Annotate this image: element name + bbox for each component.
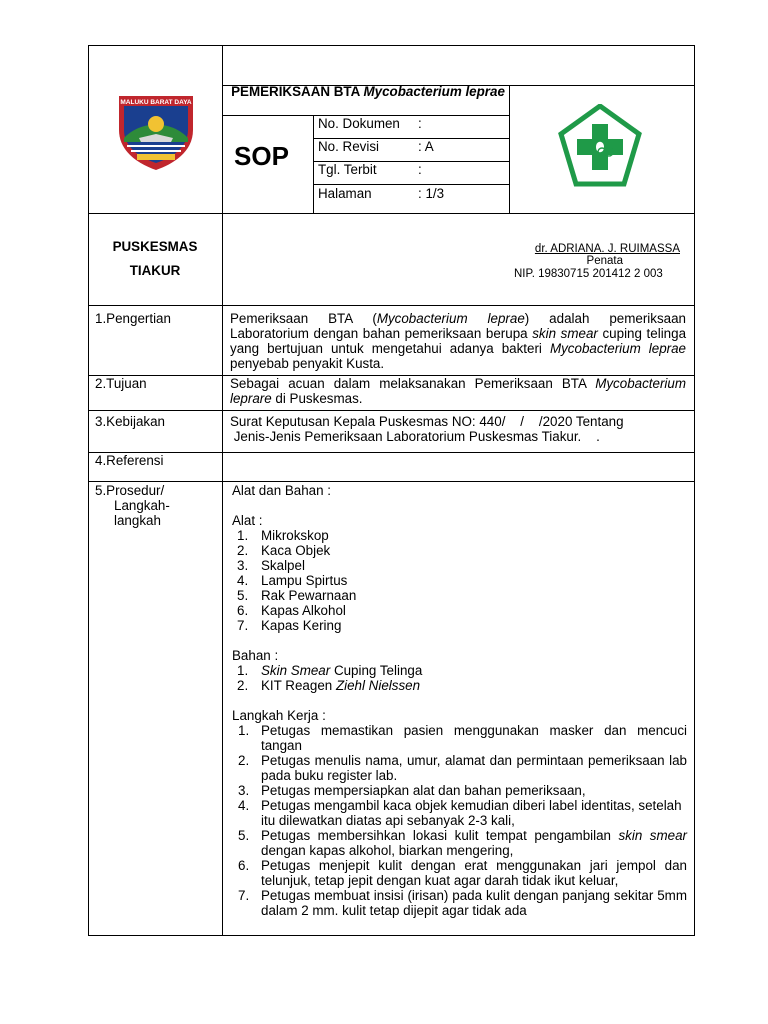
frame-row-line-1 (88, 305, 695, 306)
langkah-3-text: Petugas mempersiapkan alat dan bahan pemeriksaan, (261, 783, 586, 798)
frame-col-line (222, 45, 223, 936)
tujuan-part-2: Mycobacterium leprare (230, 376, 686, 406)
alat-item: 6. Kapas Alkohol (237, 603, 346, 618)
langkah-item: 1. Petugas memastikan pasien menggunakan masker dan mencuci tangan (238, 723, 687, 753)
document-title (226, 85, 510, 99)
text-tujuan (230, 376, 686, 406)
bahan-1-rest: Cuping Telinga (330, 663, 423, 678)
pengertian-part-6: Mycobacterium leprae (549, 341, 686, 356)
langkah-item: 2. Petugas menulis nama, umur, alamat dan permintaan pemeriksaan lab pada buku register lab. (238, 753, 687, 783)
signatory-rank: Penata (586, 255, 623, 267)
alat-item-text: Rak Pewarnaan (261, 588, 357, 603)
langkah-item: 3. Petugas mempersiapkan alat dan bahan pemeriksaan, (238, 783, 586, 798)
pengertian-part-3: ) adalah pemeriksaan Laboratorium dengan bahan pemeriksaan berupa (230, 311, 687, 341)
emblem-lettering: MALUKU BARAT DAYA (120, 99, 192, 106)
signatory-name-text: dr. ADRIANA. J. RUIMASSA (534, 243, 680, 255)
sop-label: SOP (234, 141, 289, 171)
alat-item-text: Kapas Alkohol (261, 603, 346, 618)
frame-row-line-5 (88, 481, 695, 482)
puskesmas-line-1: PUSKESMAS (112, 239, 198, 254)
meta-value-halaman: : 1/3 (418, 186, 445, 201)
maluku-barat-daya-emblem (113, 90, 199, 172)
frame-header-bottom-line (88, 213, 695, 214)
bahan-item: 1. Skin Smear Cuping Telinga (237, 663, 423, 678)
bahan-2-italic: Ziehl Nielssen (335, 678, 421, 693)
signatory-name (510, 243, 680, 255)
langkah-4-text: Petugas mengambil kaca objek kemudian diberi label identitas, setelah itu dilewatkan diatas api sebanyak 2-3 kali, (261, 798, 682, 828)
alat-item: 3. Skalpel (237, 558, 305, 573)
langkah-5-part-a: Petugas membersihkan lokasi kulit tempat pengambilan (261, 828, 619, 843)
title-plain: PEMERIKSAAN BTA (231, 84, 364, 99)
langkah-6-text: Petugas menjepit kulit dengan erat menggunakan jari jempol dan telunjuk, tetap jepit dengan kuat agar darah tidak ikut keluar, (261, 858, 687, 888)
alat-heading: Alat : (232, 513, 263, 528)
langkah-item: 4. Petugas mengambil kaca objek kemudian diberi label identitas, setelah itu dilewatkan diatas api sebanyak 2-3 kali, (238, 798, 682, 828)
alat-item: 5. Rak Pewarnaan (237, 588, 357, 603)
langkah-item: 7. Petugas membuat insisi (irisan) pada kulit dengan panjang sekitar 5mm dalam 2 mm. kulit tetap dijepit agar tidak ada (238, 888, 687, 918)
langkah-7-text: Petugas membuat insisi (irisan) pada kulit dengan panjang sekitar 5mm dalam 2 mm. kulit tetap dijepit agar tidak ada (261, 888, 687, 918)
pengertian-part-1: Pemeriksaan BTA ( (230, 311, 377, 326)
puskesmas-line-2: TIAKUR (129, 263, 181, 278)
frame-left-line (88, 45, 89, 936)
alat-item-text: Mikrokskop (261, 528, 329, 543)
bahan-2-plain: KIT Reagen (261, 678, 336, 693)
alat-item-text: Lampu Spirtus (261, 573, 348, 588)
prosedur-content (232, 483, 688, 918)
alat-item-text: Kaca Objek (261, 543, 331, 558)
label-prosedur-1: 5.Prosedur/ (95, 483, 165, 498)
alat-bahan-heading: Alat dan Bahan : (232, 483, 332, 498)
bahan-1-italic: Skin Smear (261, 663, 331, 678)
puskesmas-logo (556, 104, 644, 188)
tujuan-part-1: Sebagai acuan dalam melaksanakan Pemeriksaan BTA (230, 376, 596, 391)
bahan-heading: Bahan : (232, 648, 279, 663)
tujuan-part-3: di Puskesmas. (271, 391, 363, 406)
langkah-heading: Langkah Kerja : (232, 708, 326, 723)
langkah-1-text: Petugas memastikan pasien menggunakan masker dan mencuci tangan (261, 723, 687, 753)
alat-item: 1. Mikrokskop (237, 528, 329, 543)
label-kebijakan: 3.Kebijakan (95, 414, 165, 429)
frame-bottom-line (88, 935, 695, 936)
alat-item-text: Skalpel (261, 558, 305, 573)
langkah-list (232, 723, 687, 918)
alat-item: 2. Kaca Objek (237, 543, 331, 558)
langkah-5-part-b: skin smear (618, 828, 687, 843)
meta-value-terbit: : (418, 162, 422, 177)
puskesmas-name (96, 235, 214, 283)
pengertian-part-5: cuping telinga yang bertujuan untuk mengetahui adanya bakteri (230, 326, 687, 356)
label-prosedur-2: Langkah- (114, 498, 170, 513)
alat-item: 4. Lampu Spirtus (237, 573, 348, 588)
alat-item: 7. Kapas Kering (237, 618, 342, 633)
bahan-list (232, 663, 688, 693)
frame-meta-line-3 (313, 184, 509, 185)
label-referensi: 4.Referensi (95, 453, 164, 468)
frame-top-line (88, 45, 695, 46)
meta-value-dokumen: : (418, 116, 422, 131)
alat-list (232, 528, 688, 633)
kebijakan-line-1: Surat Keputusan Kepala Puskesmas NO: 440/ / /2020 Tentang (230, 414, 624, 429)
langkah-item: 6. Petugas menjepit kulit dengan erat menggunakan jari jempol dan telunjuk, tetap jepit dengan kuat agar darah tidak ikut keluar, (238, 858, 687, 888)
bahan-item: 2. KIT Reagen Ziehl Nielssen (237, 678, 421, 693)
label-pengertian: 1.Pengertian (95, 311, 171, 326)
title-italic: Mycobacterium leprae (363, 84, 505, 99)
signatory-nip: NIP. 19830715 201412 2 003 (514, 268, 663, 280)
frame-sop-divider (313, 115, 314, 214)
meta-label-revisi: No. Revisi (318, 139, 380, 154)
meta-label-halaman: Halaman (318, 186, 372, 201)
pengertian-part-4: skin smear (532, 326, 598, 341)
text-pengertian (230, 311, 686, 371)
frame-logo-divider (509, 85, 510, 214)
label-tujuan: 2.Tujuan (95, 376, 147, 391)
alat-item-text: Kapas Kering (261, 618, 342, 633)
meta-label-dokumen: No. Dokumen (318, 116, 400, 131)
pengertian-part-7: penyebab penyakit Kusta. (230, 356, 385, 371)
label-prosedur-3: langkah (114, 513, 161, 528)
meta-value-revisi: : A (418, 139, 434, 154)
frame-right-line (694, 45, 695, 936)
langkah-item: 5. Petugas membersihkan lokasi kulit tempat pengambilan skin smear dengan kapas alkohol, biarkan mengering, (238, 828, 687, 858)
langkah-2-text: Petugas menulis nama, umur, alamat dan permintaan pemeriksaan lab pada buku register lab. (261, 753, 687, 783)
pengertian-part-2: Mycobacterium leprae (376, 311, 525, 326)
meta-label-terbit: Tgl. Terbit (318, 162, 377, 177)
frame-row-line-3 (88, 410, 695, 411)
langkah-5-part-c: dengan kapas alkohol, biarkan mengering, (261, 843, 514, 858)
kebijakan-line-2: Jenis-Jenis Pemeriksaan Laboratorium Puskesmas Tiakur. . (230, 429, 600, 444)
